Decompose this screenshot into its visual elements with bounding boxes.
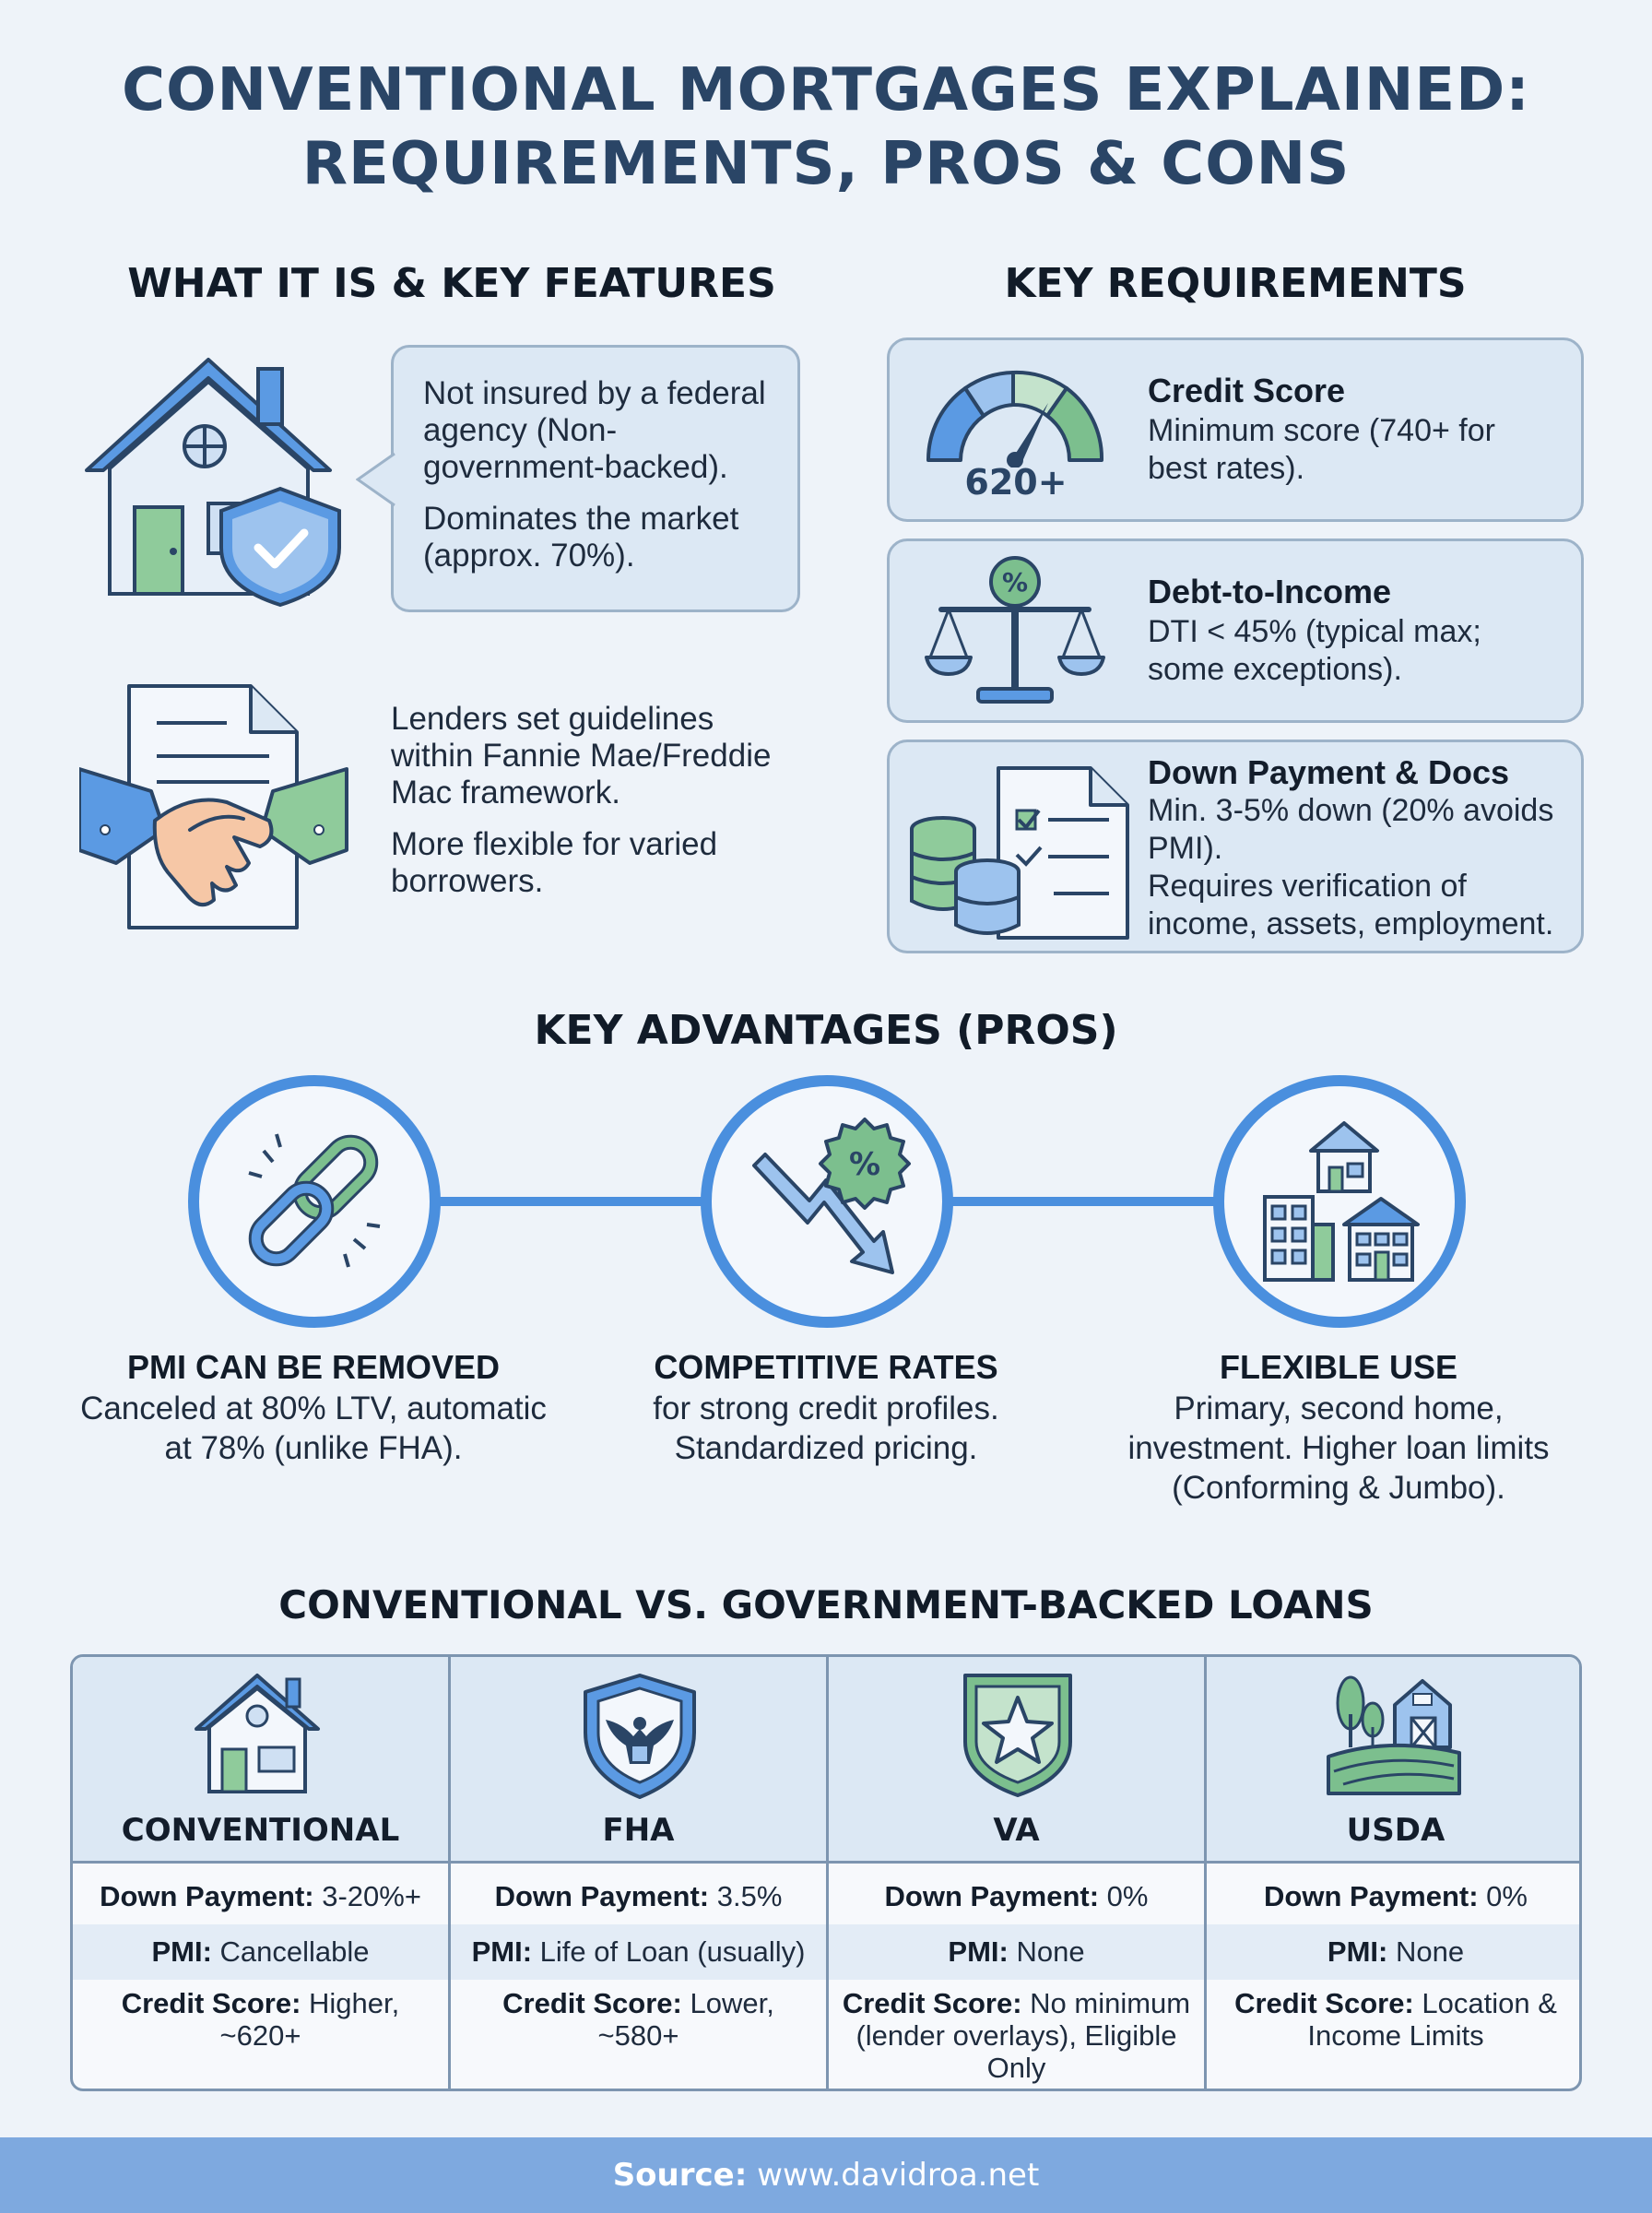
credit-gauge-icon	[917, 361, 1115, 467]
dti-card	[887, 538, 1584, 723]
comparison-heading: CONVENTIONAL VS. GOVERNMENT-BACKED LOANS	[278, 1582, 1374, 1627]
falling-rate-icon	[743, 1114, 918, 1289]
bubble-pointer	[356, 452, 396, 507]
credit-score-row: Credit Score: No minimum (lender overlays), Eligible Only	[842, 1987, 1191, 2084]
pros-connector-2	[950, 1197, 1217, 1206]
scales-icon	[923, 554, 1107, 711]
source-label: Source:	[612, 2157, 748, 2194]
requirements-heading: KEY REQUIREMENTS	[1004, 260, 1467, 307]
lenders-flexible-text: More flexible for varied borrowers.	[391, 826, 718, 899]
flexible-circle	[1213, 1075, 1466, 1328]
down-payment-row: Down Payment: 0%	[884, 1880, 1149, 1912]
down-payment-row: Down Payment: 3.5%	[494, 1880, 783, 1912]
column-header	[73, 1657, 448, 1864]
pmi-row: PMI: Cancellable	[73, 1924, 448, 1980]
column-usda	[1207, 1657, 1582, 2089]
down-payment-title: Down Payment & Docs	[1148, 753, 1510, 791]
properties-icon	[1256, 1114, 1431, 1289]
eagle-shield-icon	[580, 1672, 700, 1801]
pros-heading: KEY ADVANTAGES (PROS)	[534, 1007, 1118, 1054]
lenders-block	[391, 701, 796, 915]
column-name-conventional: CONVENTIONAL	[121, 1812, 400, 1849]
coins-checklist-icon	[906, 763, 1137, 943]
credit-score-card	[887, 337, 1584, 522]
dti-title: Debt-to-Income	[1148, 573, 1391, 610]
pmi-row: PMI: None	[829, 1924, 1204, 1980]
column-conventional	[73, 1657, 451, 2089]
house-icon	[191, 1668, 329, 1797]
credit-score-title: Credit Score	[1148, 372, 1346, 409]
gauge-score-label: 620+	[964, 462, 1068, 503]
credit-score-row: Credit Score: Higher, ~620+	[121, 1987, 400, 2052]
feature-nongov-text: Not insured by a federal agency (Non-government-backed).	[423, 375, 766, 485]
competitive-rates-title: COMPETITIVE RATES	[654, 1348, 998, 1386]
lenders-guidelines-text: Lenders set guidelines within Fannie Mae/Freddie Mac framework.	[391, 701, 772, 811]
down-payment-row: Down Payment: 0%	[1264, 1880, 1528, 1912]
flexible-use-title: FLEXIBLE USE	[1219, 1348, 1458, 1386]
comparison-table	[70, 1654, 1582, 2091]
page-title	[0, 53, 1652, 201]
source-link[interactable]: www.davidroa.net	[757, 2157, 1040, 2194]
pmi-removed-body: Canceled at 80% LTV, automatic at 78% (unlike FHA).	[80, 1391, 547, 1466]
handshake-document-icon	[79, 682, 356, 933]
house-shield-icon	[77, 350, 354, 609]
column-header	[451, 1657, 826, 1864]
features-heading: WHAT IT IS & KEY FEATURES	[127, 260, 776, 307]
credit-score-row: Credit Score: Lower, ~580+	[502, 1987, 774, 2052]
column-name-fha: FHA	[602, 1812, 675, 1849]
star-shield-icon	[960, 1670, 1076, 1799]
column-va	[829, 1657, 1207, 2089]
credit-score-body: Minimum score (740+ for best rates).	[1148, 413, 1495, 486]
dti-body: DTI < 45% (typical max; some exceptions).	[1148, 614, 1481, 687]
pmi-row: PMI: None	[1207, 1924, 1582, 1980]
feature-bubble	[391, 345, 800, 612]
column-header	[829, 1657, 1204, 1864]
column-name-va: VA	[993, 1812, 1040, 1849]
source-footer	[0, 2137, 1652, 2213]
title-line-1: CONVENTIONAL MORTGAGES EXPLAINED:	[122, 56, 1530, 124]
credit-score-row: Credit Score: Location & Income Limits	[1234, 1987, 1557, 2052]
pros-connector-1	[437, 1197, 704, 1206]
flexible-use-body: Primary, second home, investment. Higher loan limits (Conforming & Jumbo).	[1127, 1391, 1550, 1506]
barn-field-icon	[1325, 1668, 1463, 1797]
down-payment-card	[887, 740, 1584, 953]
title-line-2: REQUIREMENTS, PROS & CONS	[301, 130, 1351, 198]
down-payment-body: Min. 3-5% down (20% avoids PMI).	[1148, 793, 1554, 866]
pmi-circle	[188, 1075, 441, 1328]
feature-market-text: Dominates the market (approx. 70%).	[423, 501, 739, 574]
svg-text:%: %	[848, 1146, 881, 1183]
svg-text:%: %	[1001, 567, 1029, 598]
broken-chain-icon	[236, 1123, 393, 1280]
competitive-rates-body: for strong credit profiles. Standardized pricing.	[653, 1391, 999, 1466]
docs-body: Requires verification of income, assets, employment.	[1148, 869, 1554, 941]
pmi-removed-title: PMI CAN BE REMOVED	[126, 1348, 501, 1386]
down-payment-row: Down Payment: 3-20%+	[100, 1880, 421, 1912]
column-fha	[451, 1657, 829, 2089]
pmi-row: PMI: Life of Loan (usually)	[451, 1924, 826, 1980]
column-header	[1207, 1657, 1582, 1864]
column-name-usda: USDA	[1346, 1812, 1446, 1849]
rates-circle	[701, 1075, 953, 1328]
